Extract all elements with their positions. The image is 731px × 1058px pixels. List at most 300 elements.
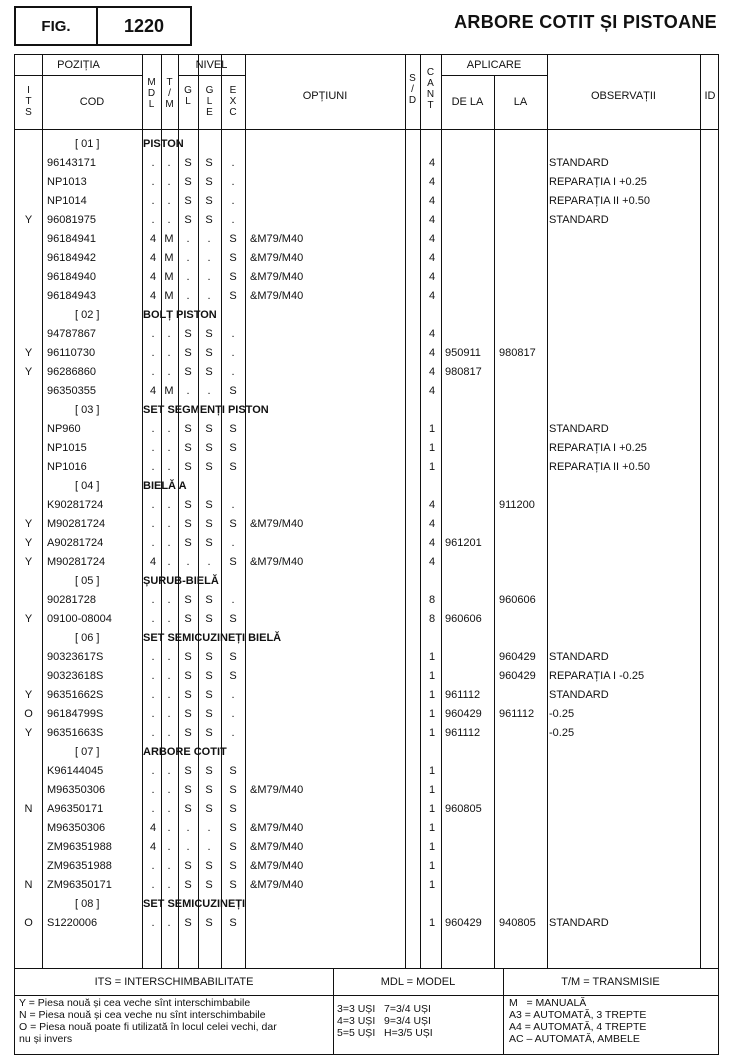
cell-from-date: 960606 bbox=[445, 613, 482, 625]
cell-gl: S bbox=[184, 423, 192, 435]
cell-code: 09100-08004 bbox=[47, 613, 112, 625]
cell-tm: . bbox=[167, 708, 171, 720]
cell-tm: . bbox=[167, 195, 171, 207]
cell-gle: . bbox=[207, 841, 211, 853]
table-row bbox=[15, 781, 720, 800]
table-row bbox=[15, 173, 720, 192]
cell-exc: . bbox=[231, 537, 235, 549]
cell-mdl: . bbox=[151, 442, 155, 454]
cell-gl: . bbox=[186, 841, 190, 853]
cell-tm: M bbox=[164, 290, 174, 302]
cell-quantity: 4 bbox=[428, 233, 436, 245]
cell-gle: S bbox=[205, 689, 213, 701]
cell-tm: . bbox=[167, 537, 171, 549]
cell-code: NP960 bbox=[47, 423, 81, 435]
cell-tm: . bbox=[167, 594, 171, 606]
cell-mdl: . bbox=[151, 461, 155, 473]
cell-to-date: 961112 bbox=[499, 708, 535, 720]
cell-code: M90281724 bbox=[47, 556, 106, 568]
cell-code: M96350306 bbox=[47, 784, 106, 796]
cell-gle: S bbox=[205, 860, 213, 872]
header-cant: C A N T bbox=[426, 67, 435, 111]
header-dela: DE LA bbox=[451, 96, 484, 108]
cell-to-date: 960429 bbox=[499, 651, 536, 663]
cell-exc: . bbox=[231, 195, 235, 207]
cell-code: S1220006 bbox=[47, 917, 98, 929]
cell-mdl: . bbox=[151, 195, 155, 207]
figure-label: FIG. bbox=[16, 8, 98, 44]
cell-exc: . bbox=[231, 499, 235, 511]
table-row bbox=[15, 325, 720, 344]
cell-mdl: . bbox=[151, 537, 155, 549]
cell-exc: S bbox=[229, 879, 237, 891]
cell-from-date: 961112 bbox=[445, 689, 481, 701]
table-row bbox=[15, 667, 720, 686]
cell-gle: S bbox=[205, 518, 213, 530]
table-row bbox=[15, 382, 720, 401]
cell-mdl: . bbox=[151, 765, 155, 777]
cell-quantity: 1 bbox=[428, 442, 436, 454]
cell-exc: S bbox=[229, 860, 237, 872]
cell-code: M90281724 bbox=[47, 518, 106, 530]
cell-observations: STANDARD bbox=[549, 157, 609, 169]
legend-mdl: MDL = MODEL 3=3 UȘI 7=3/4 UȘI 4=3 UȘI 9=3/4 UȘI 5=5 UȘI H=3/5 UȘI bbox=[333, 969, 504, 1054]
cell-quantity: 4 bbox=[428, 556, 436, 568]
cell-options: &M79/M40 bbox=[250, 556, 304, 568]
cell-quantity: 1 bbox=[428, 822, 436, 834]
cell-exc: . bbox=[231, 366, 235, 378]
cell-code: A90281724 bbox=[47, 537, 104, 549]
cell-exc: S bbox=[229, 917, 237, 929]
cell-exc: S bbox=[229, 822, 237, 834]
cell-gl: S bbox=[184, 670, 192, 682]
cell-gl: S bbox=[184, 803, 192, 815]
header-observatii: OBSERVAȚII bbox=[590, 90, 656, 102]
cell-exc: . bbox=[231, 176, 235, 188]
cell-its: O bbox=[24, 917, 33, 929]
cell-mdl: 4 bbox=[149, 556, 157, 568]
cell-mdl: . bbox=[151, 613, 155, 625]
section-row bbox=[15, 401, 720, 420]
cell-exc: S bbox=[229, 442, 237, 454]
table-row bbox=[15, 363, 720, 382]
cell-gl: . bbox=[186, 252, 190, 264]
cell-mdl: . bbox=[151, 689, 155, 701]
header-sd: S / D bbox=[408, 73, 417, 106]
cell-options: &M79/M40 bbox=[250, 233, 304, 245]
cell-mdl: . bbox=[151, 366, 155, 378]
cell-gl: S bbox=[184, 613, 192, 625]
cell-from-date: 950911 bbox=[445, 347, 481, 359]
cell-quantity: 1 bbox=[428, 670, 436, 682]
legend-its: ITS = INTERSCHIMBABILITATE Y = Piesa nouă și cea veche sînt interschimbabile N = Piesa nouă și cea veche nu sînt interschimbabile O = Piesa nouă poate fi utilizată în locul celei vechi, dar nu și invers bbox=[15, 969, 334, 1054]
cell-quantity: 1 bbox=[428, 765, 436, 777]
section-position: [ 05 ] bbox=[75, 575, 100, 587]
cell-gl: S bbox=[184, 499, 192, 511]
table-row bbox=[15, 705, 720, 724]
cell-quantity: 1 bbox=[428, 860, 436, 872]
table-row bbox=[15, 344, 720, 363]
table-row bbox=[15, 287, 720, 306]
cell-gl: S bbox=[184, 651, 192, 663]
cell-code: A96350171 bbox=[47, 803, 104, 815]
cell-tm: . bbox=[167, 670, 171, 682]
cell-tm: . bbox=[167, 176, 171, 188]
cell-its: Y bbox=[24, 537, 33, 549]
cell-code: K90281724 bbox=[47, 499, 104, 511]
cell-code: M96350306 bbox=[47, 822, 106, 834]
header-cod: COD bbox=[79, 96, 105, 108]
cell-code: 90323618S bbox=[47, 670, 104, 682]
table-row bbox=[15, 230, 720, 249]
cell-gle: S bbox=[205, 442, 213, 454]
cell-gle: S bbox=[205, 879, 213, 891]
cell-its: Y bbox=[24, 366, 33, 378]
header-mdl: M D L bbox=[147, 77, 156, 110]
cell-gl: S bbox=[184, 195, 192, 207]
cell-quantity: 4 bbox=[428, 499, 436, 511]
cell-mdl: 4 bbox=[149, 271, 157, 283]
cell-observations: STANDARD bbox=[549, 689, 609, 701]
cell-exc: S bbox=[229, 670, 237, 682]
section-position: [ 02 ] bbox=[75, 309, 100, 321]
cell-mdl: . bbox=[151, 157, 155, 169]
cell-gle: S bbox=[205, 803, 213, 815]
cell-from-date: 961112 bbox=[445, 727, 481, 739]
section-position: [ 06 ] bbox=[75, 632, 100, 644]
legend-tm: T/M = TRANSMISIE M = MANUALĂ A3 = AUTOMATĂ, 3 TREPTE A4 = AUTOMATĂ, 4 TREPTE AC – AUTOMATĂ, AMBELE bbox=[503, 969, 718, 1054]
cell-gl: S bbox=[184, 461, 192, 473]
cell-exc: . bbox=[231, 727, 235, 739]
cell-tm: . bbox=[167, 879, 171, 891]
table-row bbox=[15, 439, 720, 458]
cell-quantity: 4 bbox=[428, 366, 436, 378]
cell-code: NP1015 bbox=[47, 442, 87, 454]
cell-observations: REPARAȚIA I +0.25 bbox=[549, 176, 647, 188]
cell-code: 90281728 bbox=[47, 594, 96, 606]
cell-exc: S bbox=[229, 613, 237, 625]
table-row bbox=[15, 534, 720, 553]
cell-exc: S bbox=[229, 803, 237, 815]
cell-options: &M79/M40 bbox=[250, 252, 304, 264]
cell-code: 96081975 bbox=[47, 214, 96, 226]
header-its: I T S bbox=[25, 85, 32, 118]
section-title: SET SEGMENȚI PISTON bbox=[143, 404, 269, 416]
cell-its: Y bbox=[24, 556, 33, 568]
cell-quantity: 4 bbox=[428, 176, 436, 188]
cell-exc: . bbox=[231, 157, 235, 169]
cell-mdl: . bbox=[151, 879, 155, 891]
cell-observations: STANDARD bbox=[549, 917, 609, 929]
header-nivel: NIVEL bbox=[195, 59, 228, 71]
cell-from-date: 960805 bbox=[445, 803, 482, 815]
section-position: [ 01 ] bbox=[75, 138, 100, 150]
cell-gle: S bbox=[205, 594, 213, 606]
cell-quantity: 1 bbox=[428, 651, 436, 663]
cell-gl: S bbox=[184, 594, 192, 606]
cell-gle: . bbox=[207, 556, 211, 568]
cell-tm: . bbox=[167, 784, 171, 796]
cell-from-date: 960429 bbox=[445, 708, 482, 720]
table-row bbox=[15, 838, 720, 857]
table-row bbox=[15, 724, 720, 743]
cell-gl: S bbox=[184, 518, 192, 530]
cell-gle: S bbox=[205, 423, 213, 435]
cell-code: 96184799S bbox=[47, 708, 104, 720]
cell-mdl: . bbox=[151, 784, 155, 796]
cell-options: &M79/M40 bbox=[250, 841, 304, 853]
cell-tm: . bbox=[167, 822, 171, 834]
section-title: SET SEMICUZINEȚI bbox=[143, 898, 246, 910]
cell-quantity: 1 bbox=[428, 689, 436, 701]
section-row bbox=[15, 306, 720, 325]
cell-options: &M79/M40 bbox=[250, 879, 304, 891]
section-position: [ 03 ] bbox=[75, 404, 100, 416]
table-row bbox=[15, 515, 720, 534]
cell-gl: S bbox=[184, 879, 192, 891]
cell-observations: REPARAȚIA II +0.50 bbox=[549, 461, 650, 473]
cell-gl: S bbox=[184, 727, 192, 739]
cell-mdl: . bbox=[151, 917, 155, 929]
cell-gl: . bbox=[186, 271, 190, 283]
cell-mdl: . bbox=[151, 670, 155, 682]
legend bbox=[14, 969, 719, 1055]
cell-gl: S bbox=[184, 214, 192, 226]
cell-gl: . bbox=[186, 385, 190, 397]
cell-exc: . bbox=[231, 347, 235, 359]
cell-its: O bbox=[24, 708, 33, 720]
cell-tm: . bbox=[167, 841, 171, 853]
cell-gl: S bbox=[184, 442, 192, 454]
header-id: ID bbox=[704, 90, 716, 102]
cell-mdl: 4 bbox=[149, 822, 157, 834]
cell-from-date: 960429 bbox=[445, 917, 482, 929]
cell-code: 96351662S bbox=[47, 689, 104, 701]
cell-tm: . bbox=[167, 613, 171, 625]
cell-gle: S bbox=[205, 917, 213, 929]
cell-quantity: 4 bbox=[428, 271, 436, 283]
cell-mdl: . bbox=[151, 727, 155, 739]
cell-mdl: 4 bbox=[149, 385, 157, 397]
cell-gle: S bbox=[205, 708, 213, 720]
section-row bbox=[15, 477, 720, 496]
cell-to-date: 980817 bbox=[499, 347, 536, 359]
cell-quantity: 4 bbox=[428, 537, 436, 549]
cell-mdl: 4 bbox=[149, 233, 157, 245]
cell-observations: REPARAȚIA I -0.25 bbox=[549, 670, 645, 682]
cell-its: Y bbox=[24, 347, 33, 359]
cell-its: Y bbox=[24, 518, 33, 530]
cell-observations: -0.25 bbox=[549, 708, 575, 720]
cell-quantity: 4 bbox=[428, 328, 436, 340]
cell-tm: M bbox=[164, 252, 174, 264]
table-row bbox=[15, 648, 720, 667]
section-position: [ 04 ] bbox=[75, 480, 100, 492]
cell-quantity: 4 bbox=[428, 347, 436, 359]
cell-quantity: 1 bbox=[428, 727, 436, 739]
header-gl: G L bbox=[184, 85, 192, 107]
cell-tm: . bbox=[167, 651, 171, 663]
cell-observations: STANDARD bbox=[549, 214, 609, 226]
cell-gle: . bbox=[207, 822, 211, 834]
page-title: ARBORE COTIT ȘI PISTOANE bbox=[454, 12, 717, 32]
cell-gle: S bbox=[205, 499, 213, 511]
table-row bbox=[15, 154, 720, 173]
cell-mdl: 4 bbox=[149, 252, 157, 264]
header-aplicare: APLICARE bbox=[466, 59, 522, 71]
cell-observations: REPARAȚIA I +0.25 bbox=[549, 442, 647, 454]
cell-quantity: 1 bbox=[428, 917, 436, 929]
cell-code: NP1014 bbox=[47, 195, 87, 207]
table-row bbox=[15, 610, 720, 629]
table-row bbox=[15, 876, 720, 895]
cell-mdl: 4 bbox=[149, 841, 157, 853]
section-position: [ 08 ] bbox=[75, 898, 100, 910]
cell-code: ZM96350171 bbox=[47, 879, 112, 891]
table-row bbox=[15, 420, 720, 439]
cell-gle: S bbox=[205, 328, 213, 340]
cell-gl: . bbox=[186, 822, 190, 834]
header-exc: E X C bbox=[229, 85, 237, 118]
cell-gle: S bbox=[205, 366, 213, 378]
section-title: BIELĂ A bbox=[143, 480, 187, 492]
cell-tm: M bbox=[164, 385, 174, 397]
cell-options: &M79/M40 bbox=[250, 290, 304, 302]
cell-code: 96143171 bbox=[47, 157, 96, 169]
cell-quantity: 1 bbox=[428, 461, 436, 473]
cell-gle: . bbox=[207, 271, 211, 283]
cell-from-date: 980817 bbox=[445, 366, 482, 378]
cell-gle: S bbox=[205, 670, 213, 682]
cell-tm: . bbox=[167, 157, 171, 169]
cell-code: ZM96351988 bbox=[47, 860, 112, 872]
cell-code: ZM96351988 bbox=[47, 841, 112, 853]
cell-code: 96350355 bbox=[47, 385, 96, 397]
cell-quantity: 4 bbox=[428, 195, 436, 207]
cell-code: 96184942 bbox=[47, 252, 96, 264]
cell-gl: S bbox=[184, 347, 192, 359]
cell-mdl: . bbox=[151, 803, 155, 815]
header-gle: G L E bbox=[205, 85, 214, 118]
cell-exc: . bbox=[231, 594, 235, 606]
cell-gle: S bbox=[205, 651, 213, 663]
cell-observations: REPARAȚIA II +0.50 bbox=[549, 195, 650, 207]
cell-options: &M79/M40 bbox=[250, 784, 304, 796]
cell-code: 90323617S bbox=[47, 651, 104, 663]
section-position: [ 07 ] bbox=[75, 746, 100, 758]
cell-gle: . bbox=[207, 252, 211, 264]
table-row bbox=[15, 553, 720, 572]
cell-gle: S bbox=[205, 537, 213, 549]
cell-exc: S bbox=[229, 423, 237, 435]
parts-table bbox=[14, 54, 719, 969]
cell-exc: S bbox=[229, 556, 237, 568]
cell-quantity: 4 bbox=[428, 518, 436, 530]
cell-exc: S bbox=[229, 765, 237, 777]
cell-gl: S bbox=[184, 176, 192, 188]
table-row bbox=[15, 249, 720, 268]
cell-gle: S bbox=[205, 765, 213, 777]
cell-exc: S bbox=[229, 271, 237, 283]
cell-to-date: 960429 bbox=[499, 670, 536, 682]
table-row bbox=[15, 591, 720, 610]
cell-gl: S bbox=[184, 765, 192, 777]
cell-its: N bbox=[24, 879, 33, 891]
cell-quantity: 4 bbox=[428, 290, 436, 302]
cell-tm: . bbox=[167, 860, 171, 872]
cell-tm: . bbox=[167, 366, 171, 378]
table-row bbox=[15, 914, 720, 933]
cell-exc: S bbox=[229, 651, 237, 663]
cell-code: 96286860 bbox=[47, 366, 96, 378]
cell-observations: -0.25 bbox=[549, 727, 575, 739]
cell-quantity: 1 bbox=[428, 423, 436, 435]
table-row bbox=[15, 211, 720, 230]
cell-exc: S bbox=[229, 233, 237, 245]
cell-tm: . bbox=[167, 442, 171, 454]
table-row bbox=[15, 192, 720, 211]
header-pozitia: POZIȚIA bbox=[57, 59, 100, 71]
cell-gl: S bbox=[184, 784, 192, 796]
cell-to-date: 960606 bbox=[499, 594, 536, 606]
cell-its: Y bbox=[24, 613, 33, 625]
cell-mdl: . bbox=[151, 347, 155, 359]
table-row bbox=[15, 496, 720, 515]
cell-tm: . bbox=[167, 518, 171, 530]
cell-code: 96184940 bbox=[47, 271, 96, 283]
cell-mdl: . bbox=[151, 176, 155, 188]
cell-gl: S bbox=[184, 708, 192, 720]
cell-options: &M79/M40 bbox=[250, 860, 304, 872]
cell-tm: . bbox=[167, 328, 171, 340]
cell-its: Y bbox=[24, 214, 33, 226]
cell-observations: STANDARD bbox=[549, 651, 609, 663]
cell-gl: S bbox=[184, 689, 192, 701]
section-row bbox=[15, 572, 720, 591]
cell-quantity: 4 bbox=[428, 385, 436, 397]
cell-gl: S bbox=[184, 157, 192, 169]
cell-tm: M bbox=[164, 233, 174, 245]
cell-tm: . bbox=[167, 803, 171, 815]
table-row bbox=[15, 857, 720, 876]
cell-exc: . bbox=[231, 689, 235, 701]
cell-gle: . bbox=[207, 233, 211, 245]
cell-gl: S bbox=[184, 860, 192, 872]
cell-its: Y bbox=[24, 689, 33, 701]
cell-quantity: 1 bbox=[428, 708, 436, 720]
header-la: LA bbox=[513, 96, 528, 108]
cell-gl: . bbox=[186, 233, 190, 245]
cell-exc: S bbox=[229, 290, 237, 302]
section-row bbox=[15, 629, 720, 648]
cell-code: NP1013 bbox=[47, 176, 87, 188]
cell-to-date: 940805 bbox=[499, 917, 536, 929]
cell-tm: . bbox=[167, 347, 171, 359]
cell-to-date: 911200 bbox=[499, 499, 535, 511]
cell-gle: S bbox=[205, 613, 213, 625]
section-title: ARBORE COTIT bbox=[143, 746, 227, 758]
cell-quantity: 4 bbox=[428, 214, 436, 226]
table-row bbox=[15, 800, 720, 819]
cell-mdl: 4 bbox=[149, 290, 157, 302]
cell-exc: S bbox=[229, 518, 237, 530]
cell-from-date: 961201 bbox=[445, 537, 482, 549]
cell-gle: S bbox=[205, 214, 213, 226]
figure-box bbox=[14, 6, 192, 46]
cell-exc: S bbox=[229, 385, 237, 397]
cell-tm: . bbox=[167, 917, 171, 929]
header-optiuni: OPȚIUNI bbox=[302, 90, 348, 102]
